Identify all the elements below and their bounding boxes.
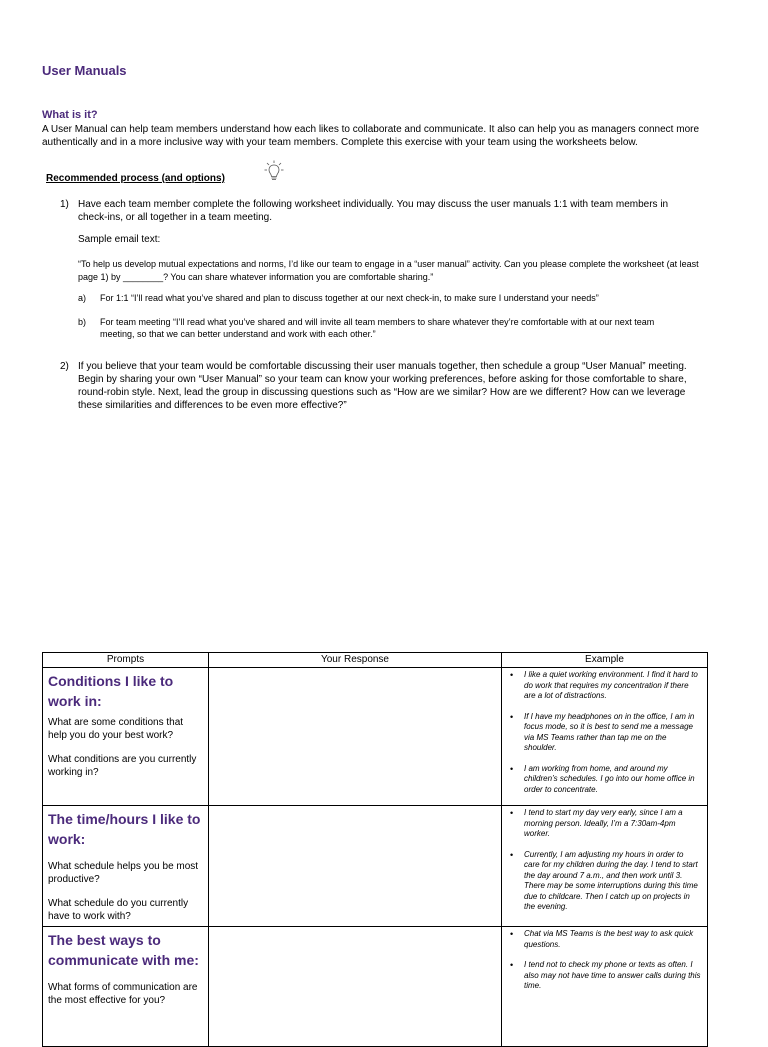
option-a-label: a) — [78, 293, 87, 303]
worksheet-table — [42, 652, 708, 1047]
table-header-row — [43, 653, 708, 668]
prompt-question: What are some conditions that help you do your best work? — [48, 717, 184, 741]
example-cell — [502, 806, 708, 927]
step-2-text: If you believe that your team would be comfortable discussing their user manuals together, then schedule a group “User Manual” meeting. Begin by sharing your own “User Manual” so your team can know your working preferences, before asking for those comfortable to share, round-robin style. Next, lead the group in discussing questions such as “How are we similar? How are we different? How can we leverage these similarities and differences to be even more effective?” — [78, 361, 687, 411]
step-1 — [60, 198, 720, 226]
prompt-cell — [43, 927, 209, 1047]
table-row — [43, 927, 708, 1047]
example-item: • Currently, I am adjusting my hours in order to care for my children during the day. I tend to start the day around 7 a.m., and then work until 3. There may be some interruptions during this time due to childcare. Then I catch up on projects in the evening. — [510, 850, 701, 913]
response-cell[interactable] — [209, 668, 502, 806]
step-1-text: Have each team member complete the following worksheet individually. You may discuss the user manuals 1:1 with team members in check-ins, or all together in a team meeting. — [78, 199, 669, 223]
intro-paragraph: A User Manual can help team members understand how each likes to collaborate and communicate. It also can help you as managers connect more authentically and in a more inclusive way with your team members. Complete this exercise with your team using the worksheets below. — [42, 124, 700, 148]
sample-email-text: “To help us develop mutual expectations and norms, I’d like our team to engage in a “user manual” activity. Can you please complete the worksheet (at least page 1) by ________? You can share whatever information you are comfortable sharing.” — [78, 259, 699, 282]
prompt-heading: The time/hours I like to work: — [48, 811, 201, 847]
option-a — [78, 292, 708, 306]
prompt-heading: The best ways to communicate with me: — [48, 932, 199, 968]
option-a-text: For 1:1 “I’ll read what you’ve shared and plan to discuss together at our next check-in, to make sure I understand your needs” — [100, 293, 599, 303]
header-your-response: Your Response — [209, 653, 502, 668]
response-cell[interactable] — [209, 927, 502, 1047]
sample-email-label: Sample email text: — [78, 234, 161, 245]
table-row — [43, 668, 708, 806]
step-2-number: 2) — [60, 361, 69, 372]
example-item: • I tend not to check my phone or texts as often. I also may not have time to answer calls during this time. — [510, 960, 701, 992]
step-1-number: 1) — [60, 199, 69, 210]
header-prompts: Prompts — [43, 653, 209, 668]
page-title: User Manuals — [42, 63, 127, 78]
option-b-text: For team meeting “I’ll read what you’ve shared and will invite all team members to share whatever they’re comfortable with at our next team meeting, so that we can better understand and work with each other.” — [100, 317, 655, 339]
prompt-question: What schedule do you currently have to work with? — [48, 898, 189, 922]
example-cell — [502, 668, 708, 806]
prompt-question: What conditions are you currently working in? — [48, 754, 197, 778]
example-item: • If I have my headphones on in the office, I am in focus mode, so it is best to send me a message via MS Teams rather than tap me on the shoulder. — [510, 712, 701, 754]
option-b — [78, 316, 708, 342]
example-item: • Chat via MS Teams is the best way to ask quick questions. — [510, 929, 701, 950]
lightbulb-icon — [264, 160, 284, 186]
example-item: • I like a quiet working environment. I find it hard to do work that requires my concentration if there are a lot of distractions. — [510, 670, 701, 702]
header-example: Example — [502, 653, 708, 668]
option-b-label: b) — [78, 317, 87, 327]
example-item: • I am working from home, and around my children’s schedules. I go into our home office in order to concentrate. — [510, 764, 701, 796]
prompt-heading: Conditions I like to work in: — [48, 673, 174, 709]
prompt-question: What schedule helps you be most productive? — [48, 861, 199, 885]
table-row — [43, 806, 708, 927]
step-2 — [60, 360, 720, 414]
response-cell[interactable] — [209, 806, 502, 927]
example-item: • I tend to start my day very early, since I am a morning person. Ideally, I’m a 7:30am-4pm worker. — [510, 808, 701, 840]
prompt-question: What forms of communication are the most effective for you? — [48, 982, 198, 1006]
example-cell — [502, 927, 708, 1047]
process-heading: Recommended process (and options) — [46, 173, 225, 184]
prompt-cell — [43, 806, 209, 927]
prompt-cell — [43, 668, 209, 806]
section-heading-what-is-it: What is it? — [42, 109, 98, 121]
